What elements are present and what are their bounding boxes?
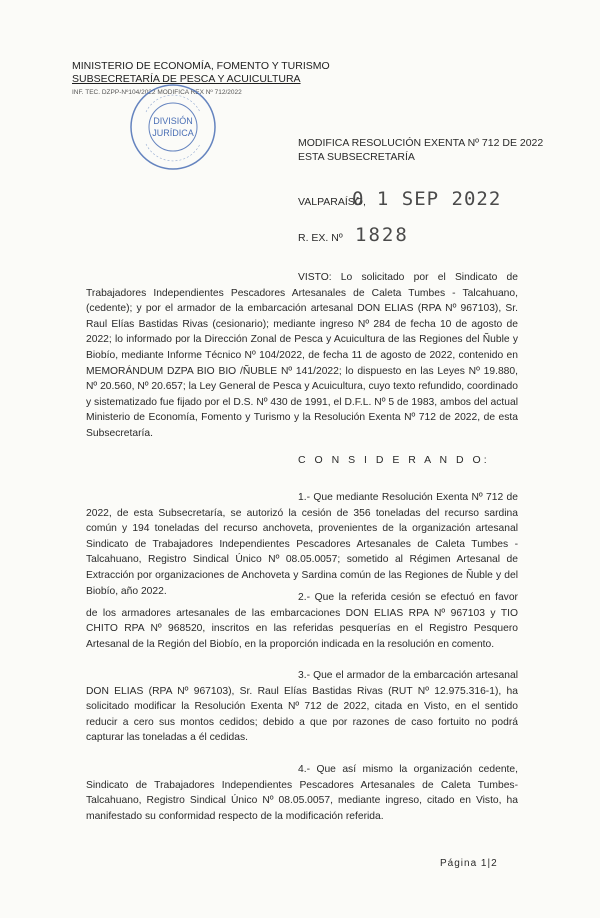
visto-paragraph [86, 270, 518, 442]
considerando-4: 4.- Que así mismo la organización cedente, Sindicato de Trabajadores Independientes Pescadores Artesanales de Caleta Tumbes- Talcahuano, Registro Sindical Único Nº 08.05.0057, mediante ingreso, citado en Visto, ha manifestado su conformidad respecto de la modificación referida. [86, 764, 518, 822]
rex-label: R. EX. Nº [298, 232, 343, 244]
place-label: VALPARAÍSO, [298, 196, 366, 208]
visto-label: VISTO: [298, 272, 332, 283]
considerando-1: 1.- Que mediante Resolución Exenta Nº 712 de 2022, de esta Subsecretaría, se autorizó la cesión de 356 toneladas del recurso sardina común y 194 toneladas del recurso anchoveta, provenientes de la organización artesanal Sindicato de Trabajadores Independientes Pescadores Artesanales de Caleta Tumbes - Talcahuano, Registro Sindical Único Nº 08.05.0057; sometido al Régimen Artesanal de Extracción por organizaciones de Anchoveta y Sardina común de las Regiones de Ñuble y del Biobío, año 2022. [86, 492, 518, 597]
subsecretaria-name: SUBSECRETARÍA DE PESCA Y ACUICULTURA [72, 73, 301, 85]
considerando-heading: C O N S I D E R A N D O: [298, 454, 490, 466]
page-number: Página 1|2 [440, 858, 498, 869]
date-stamp: 0 1 SEP 2022 [352, 188, 502, 210]
ministry-name: MINISTERIO DE ECONOMÍA, FOMENTO Y TURISMO [72, 60, 330, 72]
stamp-line-2: JURÍDICA [152, 128, 194, 138]
stamp-line-1: DIVISIÓN [153, 116, 193, 126]
visto-text: Lo solicitado por el Sindicato de Trabajadores Independientes Pescadores Artesanales de Caleta Tumbes - Talcahuano, (cedente); y por el armador de la embarcación artesanal DON ELIAS (RPA Nº 967103), Sr. Raul Elías Bastidas Rivas (cesionario); mediante ingreso Nº 284 de fecha 10 de agosto de 2022; lo informado por la Dirección Zonal de Pesca y Acuicultura de las Regiones del Ñuble y Biobío, mediante Informe Técnico Nº 104/2022, de fecha 11 de agosto de 2022, contenido en MEMORÁNDUM DZPA BIO BIO /ÑUBLE Nº 141/2022; lo dispuesto en las Leyes Nº 19.880, Nº 20.560, Nº 20.657; la Ley General de Pesca y Acuicultura, cuyo texto refundido, coordinado y sistematizado fue fijado por el D.S. Nº 430 de 1991, el D.F.L. Nº 5 de 1983, ambos del actual Ministerio de Economía, Fomento y Turismo y la Resolución Exenta Nº 712 de 2022, de esta Subsecretaría. [86, 272, 518, 439]
division-juridica-stamp [128, 82, 218, 172]
rex-number: 1828 [355, 224, 409, 246]
considerando-2: 2.- Que la referida cesión se efectuó en favor de los armadores artesanales de las embarcaciones DON ELIAS RPA Nº 967103 y TIO CHITO RPA Nº 968520, inscritos en las referidas pesquerías en el Registro Pesquero Artesanal de la Región del Biobío, en la proporción indicada en la resolución en comento. [86, 592, 518, 650]
internal-reference: INF. TEC. DZPP-Nº104/2022 MODIFICA REX Nº 712/2022 [72, 89, 242, 96]
reference-line-2: ESTA SUBSECRETARÍA [298, 151, 415, 163]
document-reference [298, 136, 543, 164]
considerando-3: 3.- Que el armador de la embarcación artesanal DON ELIAS (RPA Nº 967103), Sr. Raul Elías Bastidas Rivas (RUT Nº 12.975.316-1), ha solicitado modificar la Resolución Exenta Nº 712 de 2022, citada en Visto, en el sentido reducir a cero sus montos cedidos; debido a que por razones de caso fortuito no podrá capturar las toneladas a él cedidas. [86, 670, 518, 744]
reference-line-1: MODIFICA RESOLUCIÓN EXENTA Nº 712 DE 2022 [298, 137, 544, 149]
